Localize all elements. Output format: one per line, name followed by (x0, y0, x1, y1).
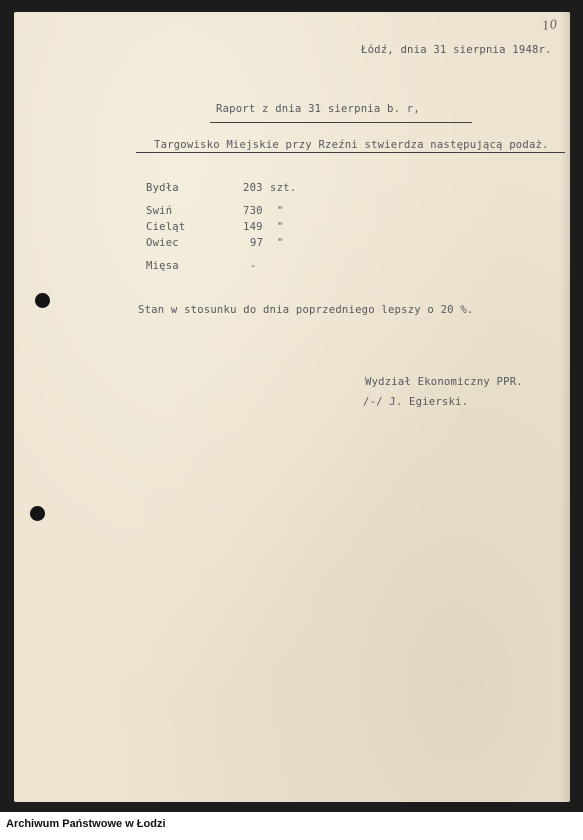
archive-label: Archiwum Państwowe w Łodzi (6, 818, 166, 830)
title-underline (210, 122, 472, 123)
supply-unit: " (277, 237, 284, 249)
signature-department: Wydział Ekonomiczny PPR. (365, 376, 523, 388)
paper-edge (560, 12, 570, 802)
summary-text: Stan w stosunku do dnia poprzedniego lepszy o 20 %. (138, 304, 474, 316)
document-page (14, 12, 570, 802)
supply-value: 97 (250, 237, 264, 249)
report-subtitle: Targowisko Miejskie przy Rzeźni stwierdza następującą podaż. (154, 139, 549, 151)
punch-hole-top (35, 293, 50, 308)
subtitle-underline (136, 152, 565, 153)
supply-value: - (250, 260, 257, 272)
supply-unit: szt. (270, 182, 297, 194)
page-number: 10 (541, 17, 559, 33)
supply-label: Cieląt (146, 221, 186, 233)
date-line: Łódź, dnia 31 sierpnia 1948r. (361, 44, 552, 56)
supply-label: Owiec (146, 237, 179, 249)
supply-value: 203 (243, 182, 263, 194)
supply-value: 730 (243, 205, 263, 217)
signature-name: /-/ J. Egierski. (363, 396, 469, 408)
supply-label: Bydła (146, 182, 179, 194)
supply-label: Swiń (146, 205, 173, 217)
punch-hole-bottom (30, 506, 45, 521)
supply-unit: " (277, 221, 284, 233)
report-title: Raport z dnia 31 sierpnia b. r, (216, 103, 420, 115)
supply-value: 149 (243, 221, 263, 233)
supply-unit: " (277, 205, 284, 217)
supply-label: Mięsa (146, 260, 179, 272)
